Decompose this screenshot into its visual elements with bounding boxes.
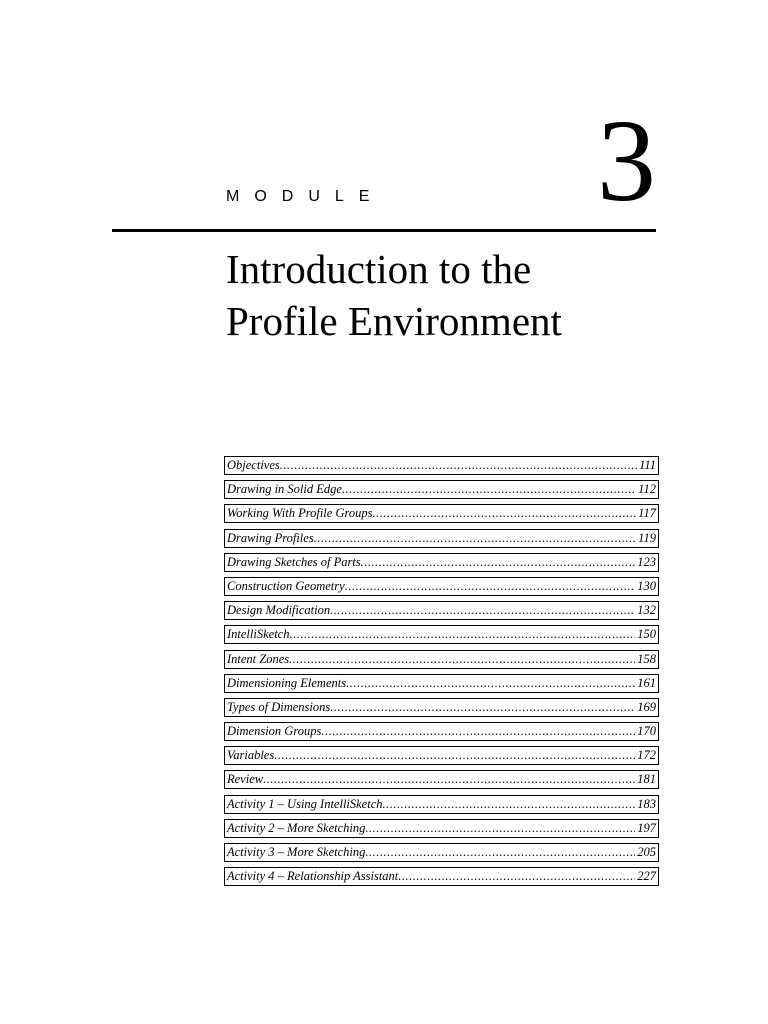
toc-entry-page: 111 xyxy=(639,458,656,472)
toc-entry-page: 150 xyxy=(637,627,656,642)
toc-entry-page: 205 xyxy=(637,845,656,859)
toc-entry-page: 183 xyxy=(637,796,656,811)
toc-entry-page: 170 xyxy=(637,724,656,739)
toc-dot-leader xyxy=(342,482,636,497)
toc-entry-drawing-sketches-of-parts[interactable] xyxy=(224,553,659,572)
header-rule xyxy=(112,229,656,232)
toc-entry-drawing-in-solid-edge[interactable] xyxy=(224,480,659,499)
toc-entry-page: 169 xyxy=(637,699,656,714)
table-of-contents xyxy=(224,456,659,891)
toc-entry-activity-3[interactable] xyxy=(224,843,659,862)
toc-dot-leader xyxy=(346,676,635,691)
module-title xyxy=(226,243,666,347)
toc-dot-leader xyxy=(330,603,635,618)
toc-entry-label: Design Modification xyxy=(227,603,331,618)
toc-entry-page: 161 xyxy=(637,675,656,690)
toc-entry-page: 123 xyxy=(637,554,656,569)
toc-entry-intellisketch[interactable] xyxy=(224,625,659,644)
toc-entry-page: 227 xyxy=(637,869,656,884)
toc-entry-activity-4[interactable] xyxy=(224,867,659,886)
toc-dot-leader xyxy=(383,797,636,812)
toc-entry-objectives[interactable] xyxy=(224,456,659,475)
toc-entry-page: 181 xyxy=(637,772,656,787)
toc-entry-construction-geometry[interactable] xyxy=(224,577,659,596)
toc-entry-variables[interactable] xyxy=(224,746,659,765)
toc-entry-label: Dimension Groups xyxy=(227,724,322,739)
toc-entry-label: Types of Dimensions xyxy=(227,699,331,714)
module-label: MODULE xyxy=(226,188,385,205)
module-title-line-2: Profile Environment xyxy=(226,298,562,344)
toc-dot-leader xyxy=(361,555,636,570)
toc-entry-design-modification[interactable] xyxy=(224,601,659,620)
toc-dot-leader xyxy=(345,579,636,594)
toc-entry-label: Drawing Sketches of Parts xyxy=(227,554,361,569)
toc-entry-label: Working With Profile Groups xyxy=(227,506,373,521)
toc-entry-types-of-dimensions[interactable] xyxy=(224,698,659,717)
module-title-line-1: Introduction to the xyxy=(226,246,532,292)
toc-entry-page: 197 xyxy=(637,820,656,835)
toc-entry-drawing-profiles[interactable] xyxy=(224,529,659,548)
toc-entry-page: 130 xyxy=(637,578,656,593)
toc-entry-label: Construction Geometry xyxy=(227,578,345,593)
toc-entry-activity-1[interactable] xyxy=(224,795,659,814)
toc-entry-label: Activity 3 – More Sketching xyxy=(227,845,366,859)
toc-entry-dimension-groups[interactable] xyxy=(224,722,659,741)
toc-entry-label: Activity 1 – Using IntelliSketch xyxy=(227,796,383,811)
toc-dot-leader xyxy=(280,458,637,473)
toc-dot-leader xyxy=(365,845,635,860)
toc-dot-leader xyxy=(289,627,635,642)
toc-entry-label: Activity 4 – Relationship Assistant xyxy=(227,869,399,884)
toc-entry-label: Objectives xyxy=(227,458,280,472)
toc-entry-page: 132 xyxy=(637,603,656,618)
toc-entry-page: 112 xyxy=(638,482,656,497)
module-number: 3 xyxy=(597,95,656,226)
toc-entry-page: 119 xyxy=(638,530,656,545)
toc-entry-label: Dimensioning Elements xyxy=(227,675,347,690)
toc-entry-intent-zones[interactable] xyxy=(224,650,659,669)
toc-entry-label: Variables xyxy=(227,748,275,763)
toc-dot-leader xyxy=(274,748,635,763)
toc-dot-leader xyxy=(314,531,636,546)
toc-dot-leader xyxy=(263,772,635,787)
toc-dot-leader xyxy=(321,724,635,739)
toc-entry-label: Review xyxy=(227,772,264,787)
toc-entry-label: Intent Zones xyxy=(227,651,290,666)
toc-entry-label: Activity 2 – More Sketching xyxy=(227,820,366,835)
toc-dot-leader xyxy=(365,821,635,836)
toc-entry-page: 117 xyxy=(638,506,656,521)
toc-entry-label: Drawing in Solid Edge xyxy=(227,482,342,497)
toc-dot-leader xyxy=(373,506,637,521)
toc-dot-leader xyxy=(398,869,635,884)
toc-entry-label: Drawing Profiles xyxy=(227,530,314,545)
toc-entry-label: IntelliSketch xyxy=(227,627,290,642)
toc-dot-leader xyxy=(289,652,635,667)
toc-entry-activity-2[interactable] xyxy=(224,819,659,838)
toc-entry-working-with-profile-groups[interactable] xyxy=(224,504,659,523)
toc-entry-dimensioning-elements[interactable] xyxy=(224,674,659,693)
toc-entry-review[interactable] xyxy=(224,770,659,789)
toc-entry-page: 172 xyxy=(637,748,656,763)
toc-entry-page: 158 xyxy=(637,651,656,666)
toc-dot-leader xyxy=(330,700,635,715)
